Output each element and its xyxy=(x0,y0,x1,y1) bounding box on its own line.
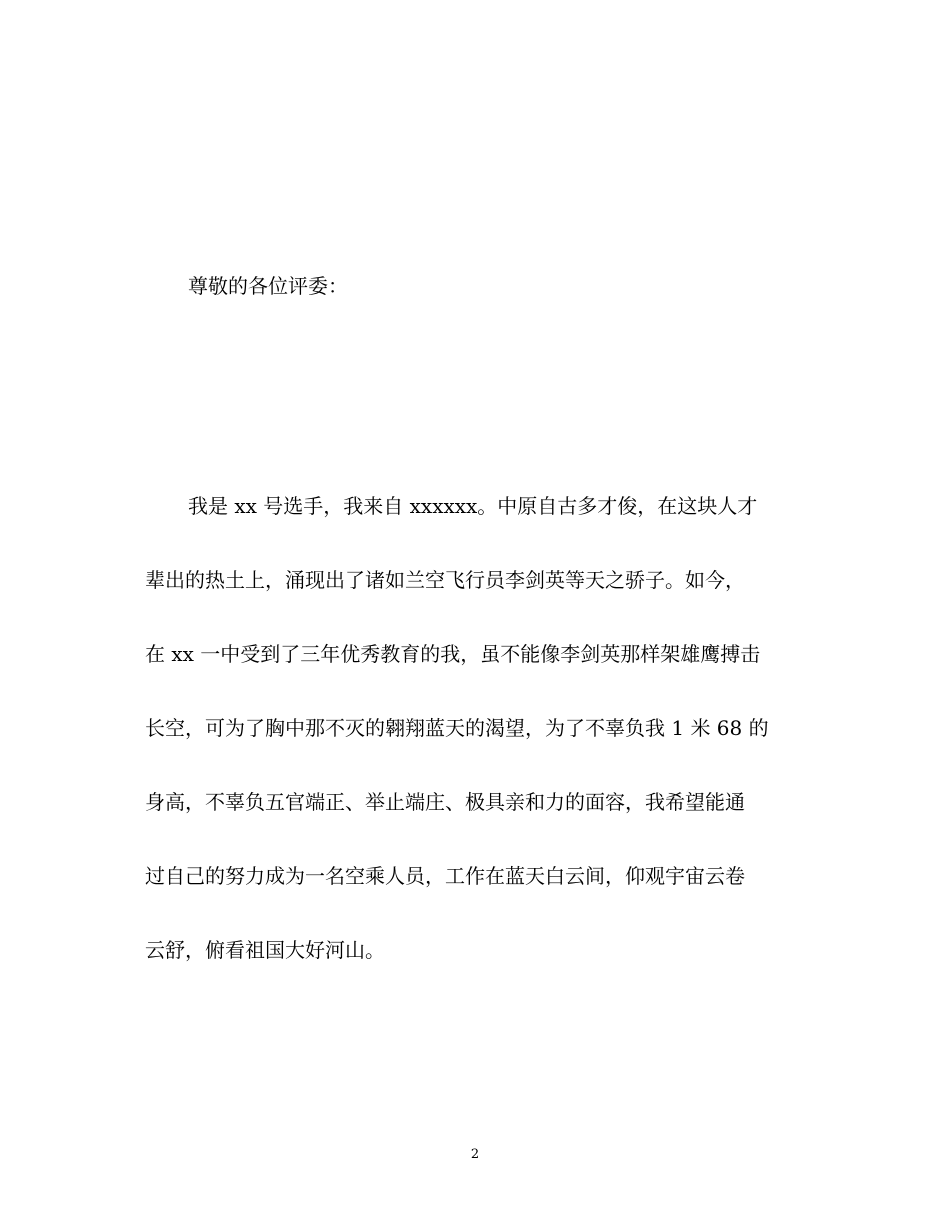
paragraph-line: 长空，可为了胸中那不灭的翱翔蓝天的渴望，为了不辜负我 1 米 68 的 xyxy=(145,716,769,740)
paragraph-line: 在 xx 一中受到了三年优秀教育的我，虽不能像李剑英那样架雄鹰搏击 xyxy=(145,642,761,666)
salutation: 尊敬的各位评委： xyxy=(188,274,348,298)
paragraph-line: 云舒，俯看祖国大好河山。 xyxy=(145,938,385,962)
paragraph-line: 过自己的努力成为一名空乘人员，工作在蓝天白云间，仰观宇宙云卷 xyxy=(145,864,745,888)
paragraph-line: 身高，不辜负五官端正、举止端庄、极具亲和力的面容，我希望能通 xyxy=(145,790,745,814)
body-paragraph xyxy=(145,488,815,1006)
paragraph-line: 我是 xx 号选手，我来自 xxxxxx。中原自古多才俊，在这块人才 xyxy=(188,494,758,518)
paragraph-line: 辈出的热土上，涌现出了诸如兰空飞行员李剑英等天之骄子。如今， xyxy=(145,568,745,592)
page-number: 2 xyxy=(470,1147,480,1162)
